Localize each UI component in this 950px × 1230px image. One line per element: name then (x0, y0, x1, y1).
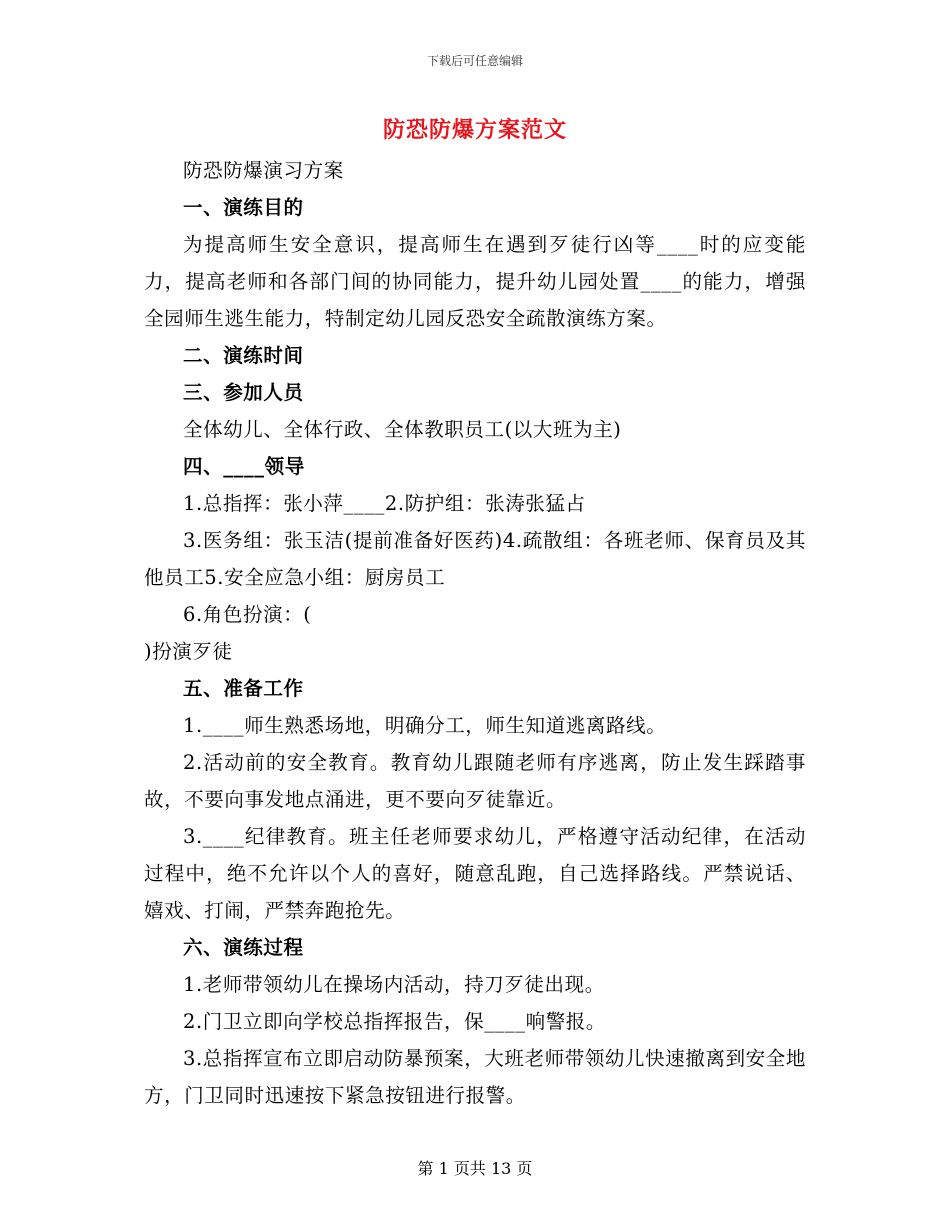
paragraph: 2.活动前的安全教育。教育幼儿跟随老师有序逃离，防止发生踩踏事故，不要向事发地点涌进，更不要向歹徒靠近。 (144, 751, 806, 811)
paragraph: 3.____纪律教育。班主任老师要求幼儿，严格遵守活动纪律，在活动过程中，绝不允许以个人的喜好，随意乱跑，自己选择路线。严禁说话、嬉戏、打闹，严禁奔跑抢先。 (144, 825, 806, 922)
page-footer: 第 1 页共 13 页 (417, 1159, 533, 1178)
document-body (144, 152, 806, 1114)
section-heading: 二、演练时间 (183, 344, 304, 367)
paragraph: 2.门卫立即向学校总指挥报告，保____响警报。 (183, 1010, 607, 1033)
paragraph: 1.总指挥：张小萍____2.防护组：张涛张猛占 (183, 492, 586, 515)
page-header-note: 下载后可任意编辑 (426, 54, 523, 68)
paragraph: 全体幼儿、全体行政、全体教职员工(以大班为主) (183, 418, 622, 441)
section-heading: 三、参加人员 (183, 381, 304, 404)
paragraph: 为提高师生安全意识，提高师生在遇到歹徒行凶等____时的应变能力，提高老师和各部门间的协同能力，提升幼儿园处置____的能力，增强全园师生逃生能力，特制定幼儿园反恐安全疏散演练方案。 (144, 233, 806, 330)
section-heading: 六、演练过程 (183, 936, 304, 959)
paragraph: 1.____师生熟悉场地，明确分工，师生知道逃离路线。 (183, 714, 667, 737)
paragraph: 防恐防爆演习方案 (183, 159, 344, 182)
paragraph: 6.角色扮演：( (183, 603, 312, 626)
paragraph: 1.老师带领幼儿在操场内活动，持刀歹徒出现。 (183, 973, 605, 996)
paragraph: 3.总指挥宣布立即启动防暴预案，大班老师带领幼儿快速撤离到安全地方，门卫同时迅速按下紧急按钮进行报警。 (144, 1047, 806, 1107)
document-title: 防恐防爆方案范文 (382, 117, 567, 143)
paragraph: )扮演歹徒 (144, 640, 233, 663)
section-heading: 五、准备工作 (183, 677, 304, 700)
paragraph: 3.医务组：张玉洁(提前准备好医药)4.疏散组：各班老师、保育员及其他员工5.安全应急小组：厨房员工 (144, 529, 806, 589)
section-heading: 一、演练目的 (183, 196, 304, 219)
section-heading: 四、____领导 (183, 455, 305, 478)
